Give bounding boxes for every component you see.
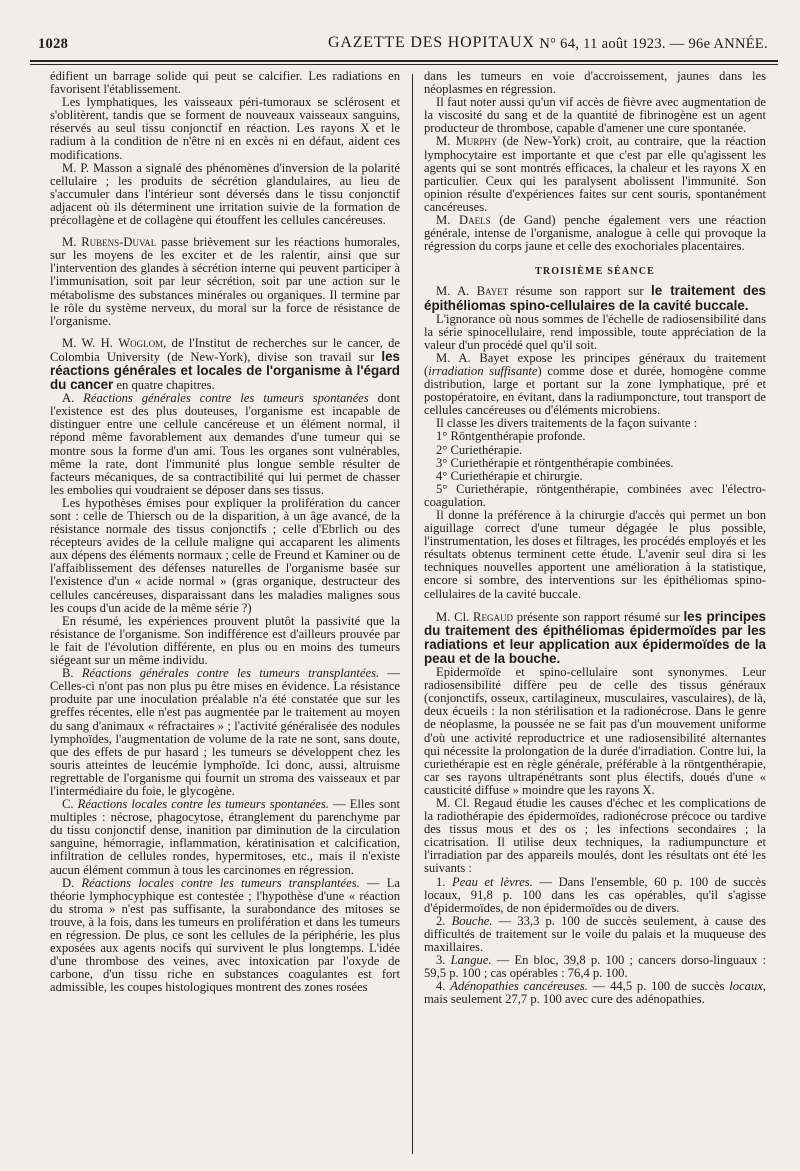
paragraph: Il faut noter aussi qu'un vif accès de fièvre avec augmentation de la viscosité du sang et de la quantité de fibrinogène est un agent producteur de thrombose, capable d'amener une cure spontanée. [424,95,766,136]
author-name: Rubens-Duval [81,235,157,250]
text-run: M. W. H. [62,335,119,350]
section-label: A. [62,391,84,406]
paragraph: Les hypothèses émises pour expliquer la prolifération du cancer sont : celle de Thiersch ou de la disparition, à un âge avancé, de la résistance normale des tissus conjonctifs ; celle d'Ebrlich ou des récepteurs avides de la cellule maligne qui accaparent les aliments aux dépens des éléments normaux ; celle de Freund et Kaminer ou de l'affaiblissement des défenses naturelles de l'organisme basée sur l'existence d'un « acide normal » (gras organique, destructeur des cellules cancéreuses, disparaissant dans les maladies malignes sous les coups d'un acide de la même série ?) [50,495,400,615]
list-item: 5° Curiethérapie, röntgenthérapie, combinées avec l'électro-coagulation. [424,481,766,509]
paragraph: En résumé, les expériences prouvent plutôt la passivité que la résistance de l'organisme. Son indifférence est d'ailleurs prouvée par le fait de l'évolution différente, en plus ou en moins des tumeurs siégeant sur un même individu. [50,613,400,668]
result-label: 1. [436,874,453,889]
result-title: Langue. [450,953,492,968]
right-column [424,70,766,1160]
text-run: M. [436,134,456,149]
list-item: 3° Curiethérapie et röntgenthérapie combinées. [436,455,674,470]
author-name: Woglom [118,335,164,350]
topic-title: le traitement des épithéliomas spino-cellulaires de la cavité buccale. [424,283,766,313]
author-name: Murphy [455,134,498,149]
result-title: Adénopathies cancéreuses. [450,979,588,994]
result-item [424,876,766,915]
author-name: Regaud [473,609,513,624]
paragraph-section-d [50,877,400,995]
paragraph-section-c [50,798,400,877]
paragraph-daels [424,214,766,253]
text-run: , de l'Institut de recherches sur le cancer, de Colombia University (de New-York), divise son travail sur [50,335,400,364]
result-item [424,980,766,1006]
text-run: , mais seulement 27,7 p. 100 avec cure des adénopathies. [424,979,766,1007]
section-title: Réactions générales contre les tumeurs transplantées. [81,666,380,681]
paragraph-section-a [50,392,400,497]
section-title: Réactions locales contre les tumeurs transplantées. [81,875,360,890]
section-heading: TROISIÈME SÉANCE [534,266,656,278]
text-run: passe brièvement sur les réactions humorales, sur les moyens de les exciter et de les ralentir, ainsi que sur l'intervention des glandes à sécrétion interne qui peuvent participer à l'immunisation, soit par leur sécrétion, soit par une action sur le métabolisme des substances minérales ou organiques. Il termine par le rôle du système nerveux, du moral sur la force de résistance de l'organisme. [50,235,400,328]
result-title: Peau et lèvres. [452,874,533,889]
paragraph: dans les tumeurs en voie d'accroissement, jaunes dans les néoplasmes en régression. [424,70,766,97]
text-run: (de Gand) penche également vers une réaction générale, intense de l'organisme, analogue à celle qui provoque la régression du corps jaune et celle des exochoriales placentaires. [424,213,766,254]
result-label: 4. [436,979,451,994]
topic-title: les réactions générales et locales de l'organisme à l'égard du cancer [50,348,400,393]
text-run: (de New-York) croit, au contraire, que la réaction lymphocytaire est importante et que c'est par elle qu'agissent les agents qui se sont montrés efficaces, la chaleur et les rayons X en particulier. Ceux qui les paralysent abolissent l'immunité. Son opinion résulte d'expériences faites sur cent souris, spontanément cancéreuses. [424,134,766,214]
paragraph: M. Cl. Regaud étudie les causes d'échec et les complications de la radiothérapie des épidermoïdes, radionécrose précoce ou tardive des tissus mous et des os ; les infections secondaires ; la cicatrisation. Il utilise deux techniques, la radiumpuncture et l'irradiation par des appareils moulés, dont les résultats ont été les suivants : [424,795,766,876]
list-item: 4° Curiethérapie et chirurgie. [436,468,583,483]
page-header [28,30,780,58]
paragraph: M. P. Masson a signalé des phénomènes d'inversion de la polarité cellulaire ; les produits de sécrétion glandulaires, au lieu de s'accumuler dans l'intérieur sont déversés dans le tissu conjonctif adjacent où ils déterminent une irritation suivie de la formation de précollagène et de collagène qui étouffent les cellules cancéreuses. [50,160,400,228]
paragraph: L'ignorance où nous sommes de l'échelle de radiosensibilité dans la série spinocellulaire, rend impossible, toute appréciation de la valeur d'un procédé quel qu'il soit. [424,311,766,352]
text-run: ) comme dose et durée, homogène comme distribution, large et portant sur la zone lymphatique, pré et postopératoire, en évitant, dans la radiumponcture, tout transport de cellules cancéreuses ou d'éléments microbiens. [424,363,766,418]
result-item [424,915,766,954]
paragraph-regaud [424,610,766,666]
text-run: M. Cl. [436,609,474,624]
text-run: — La théorie lymphocyphique est contestée ; l'hypothèse d'une « réaction du stroma » n'est pas suffisante, la surabondance des mitoses se trouve, à la fois, dans les tumeurs en prolifération et dans les tumeurs en régression. De plus, ce sont les cellules de la périphérie, les plus exposées aux agents nocifs qui survivent le plus longtemps. L'idée d'une thrombose des veines, avec intoxication par l'oxyde de carbone, d'un tissu riche en substances coagulantes est fort admissible, les coupes histologiques montrent des zones rosées [50,875,400,995]
text-run: résume son rapport sur [508,284,652,299]
text-run: M. A. Bayet expose les principes généraux du traitement ( [424,350,766,378]
section-title: Réactions locales contre les tumeurs spontanées. [77,797,329,812]
text-run: M. [62,235,82,250]
paragraph: Il donne la préférence à la chirurgie d'accès qui permet un bon aiguillage correct d'une tumeur dégagée le plus possible, l'instrumentation, les doses et filtrages, les procédés employés et les résultats obtenus terminent cette étude. L'avenir seul dira si les techniques nouvelles apportent une amélioration à la statistique, encore si sombre, des interventions sur les épithéliomas spino-cellulaires de la cavité buccale. [424,508,766,601]
paragraph-section-b [50,667,400,798]
text-run: — Elles sont multiples : nécrose, phagocytose, étranglement du parenchyme par du tissu conjonctif dense, inanition par diminution de la circulation sanguine, hémorragie, inflammation, kératinisation et calcification, infiltration de cellules rondes, hypermitoses, etc., mais il n'existe aucun élément commun à tous les carcinomes en régression. [50,797,400,877]
result-label: 3. [436,953,451,968]
left-column [50,70,400,1160]
paragraph-principles [424,352,766,417]
italic-term: locaux [729,979,763,994]
text-run: dont l'existence est des plus douteuses, l'organisme est incapable de distinguer entre une cellule cancéreuse et un élément normal, il répond même favorablement aux demandes d'une tumeur qui se montre sous la forme d'un ami. Tous les organes sont vulnérables, même la rate, dont l'immunité plus longue semble résulter de facteurs mécaniques, de sa contractibilité qui lui permet de chasser les embolies qui voudraient se déposer dans ses tissus. [50,391,400,497]
result-label: 2. [436,913,452,928]
text-run: — Dans l'ensemble, 60 p. 100 de succès locaux, 91,8 p. 100 dans les cas opérables, qu'il s'agisse d'épidermoïdes, de non épidermoïdes ou de divers. [424,874,766,915]
author-name: Daels [459,213,491,228]
text-run: — Celles-ci n'ont pas non plus pu être mises en évidence. La résistance produite par une inoculation préalable n'a été constatée que sur les greffes récentes, elle n'est pas augmentée par le traitement au moyen du sang d'animaux « réfractaires » ; l'activité généralisée des nodules lymphoïdes, l'augmentation de volume de la rate ne sont, sans doute, que des effets de pur hasard ; les tumeurs se développent chez les souris atteintes de leucémie lymphoïde. Ici donc, aussi, altruisme regrettable de l'organisme qui fournit un stroma des vaisseaux et par l'intermédiaire du foie, le glycogène. [50,666,400,798]
issue-info: N° 64, 11 août 1923. — 96e ANNÉE. [539,36,768,52]
text-run: en quatre chapitres. [113,378,215,393]
text-run: M. [436,213,460,228]
italic-term: irradiation suffisante [428,363,538,378]
text-run: — 33,3 p. 100 de succès seulement, à cause des difficultés de traitement sur le voile du palais et la muqueuse des maxillaires. [424,913,766,954]
paragraph-woglom [50,337,400,392]
text-run: M. A. [436,284,477,299]
paragraph: Les lymphatiques, les vaisseaux péri-tumoraux se sclérosent et s'oblitèrent, tandis que se forment de nouveaux vaisseaux sanguins, réservés au seul tissu conjonctif en réaction. Les rayons X et le radium à la condition de n'être ni en excès ni en défaut, aident ces modifications. [50,95,400,162]
journal-title: GAZETTE DES HOPITAUX [328,34,535,51]
result-item [424,954,766,980]
header-rule-thick [30,60,778,62]
page-number: 1028 [38,36,69,52]
result-title: Bouche. [451,913,493,928]
topic-title: les principes du traitement des épithéliomas épidermoïdes par les radiations et leur application aux épidermoïdes de la peau et de la bouche. [424,608,766,666]
section-label: D. [62,875,82,890]
text-run: — En bloc, 39,8 p. 100 ; cancers dorso-linguaux : 59,5 p. 100 ; cas opérables : 76,4 p. 100. [424,953,766,981]
paragraph: Il classe les divers traitements de la façon suivante : [436,416,698,431]
paragraph-bayet [424,284,766,312]
section-label: B. [62,666,82,681]
section-title: Réactions générales contre les tumeurs spontanées [83,391,369,406]
text-run: — 44,5 p. 100 de succès [587,979,730,994]
text-run: présente son rapport résumé sur [512,609,684,624]
paragraph: Epidermoïde et spino-cellulaire sont synonymes. Leur radiosensibilité diffère peu de celle des tissus généraux (conjonctifs, osseux, cartilagineux, musculaires, vasculaires), de là, deux écueils : la non stérilisation et la radionécrose. Dans le genre de néoplasme, la poussée ne se fait pas d'un mouvement uniforme d'où une activité reproductrice et une radiosensibilité alternantes qui nécessite la prolongation de la durée d'irradiation. Contre lui, la curiethérapie est en règle générale, préférable à la röntgenthérapie, car ses rayons ultrapénétrants sont plus électifs, doués d'une « causticité diffuse » moindre que les rayons X. [424,665,766,797]
paragraph-rubens-duval [50,236,400,328]
column-divider [412,74,413,1154]
header-rule-thin [30,64,778,65]
paragraph: édifient un barrage solide qui peut se calcifier. Les radiations en favorisent l'établissement. [50,70,400,97]
list-item: 1° Röntgenthérapie profonde. [436,429,586,444]
paragraph-murphy [424,135,766,214]
author-name: Bayet [476,284,509,299]
list-item: 2° Curiethérapie. [436,442,523,457]
section-label: C. [62,797,78,812]
